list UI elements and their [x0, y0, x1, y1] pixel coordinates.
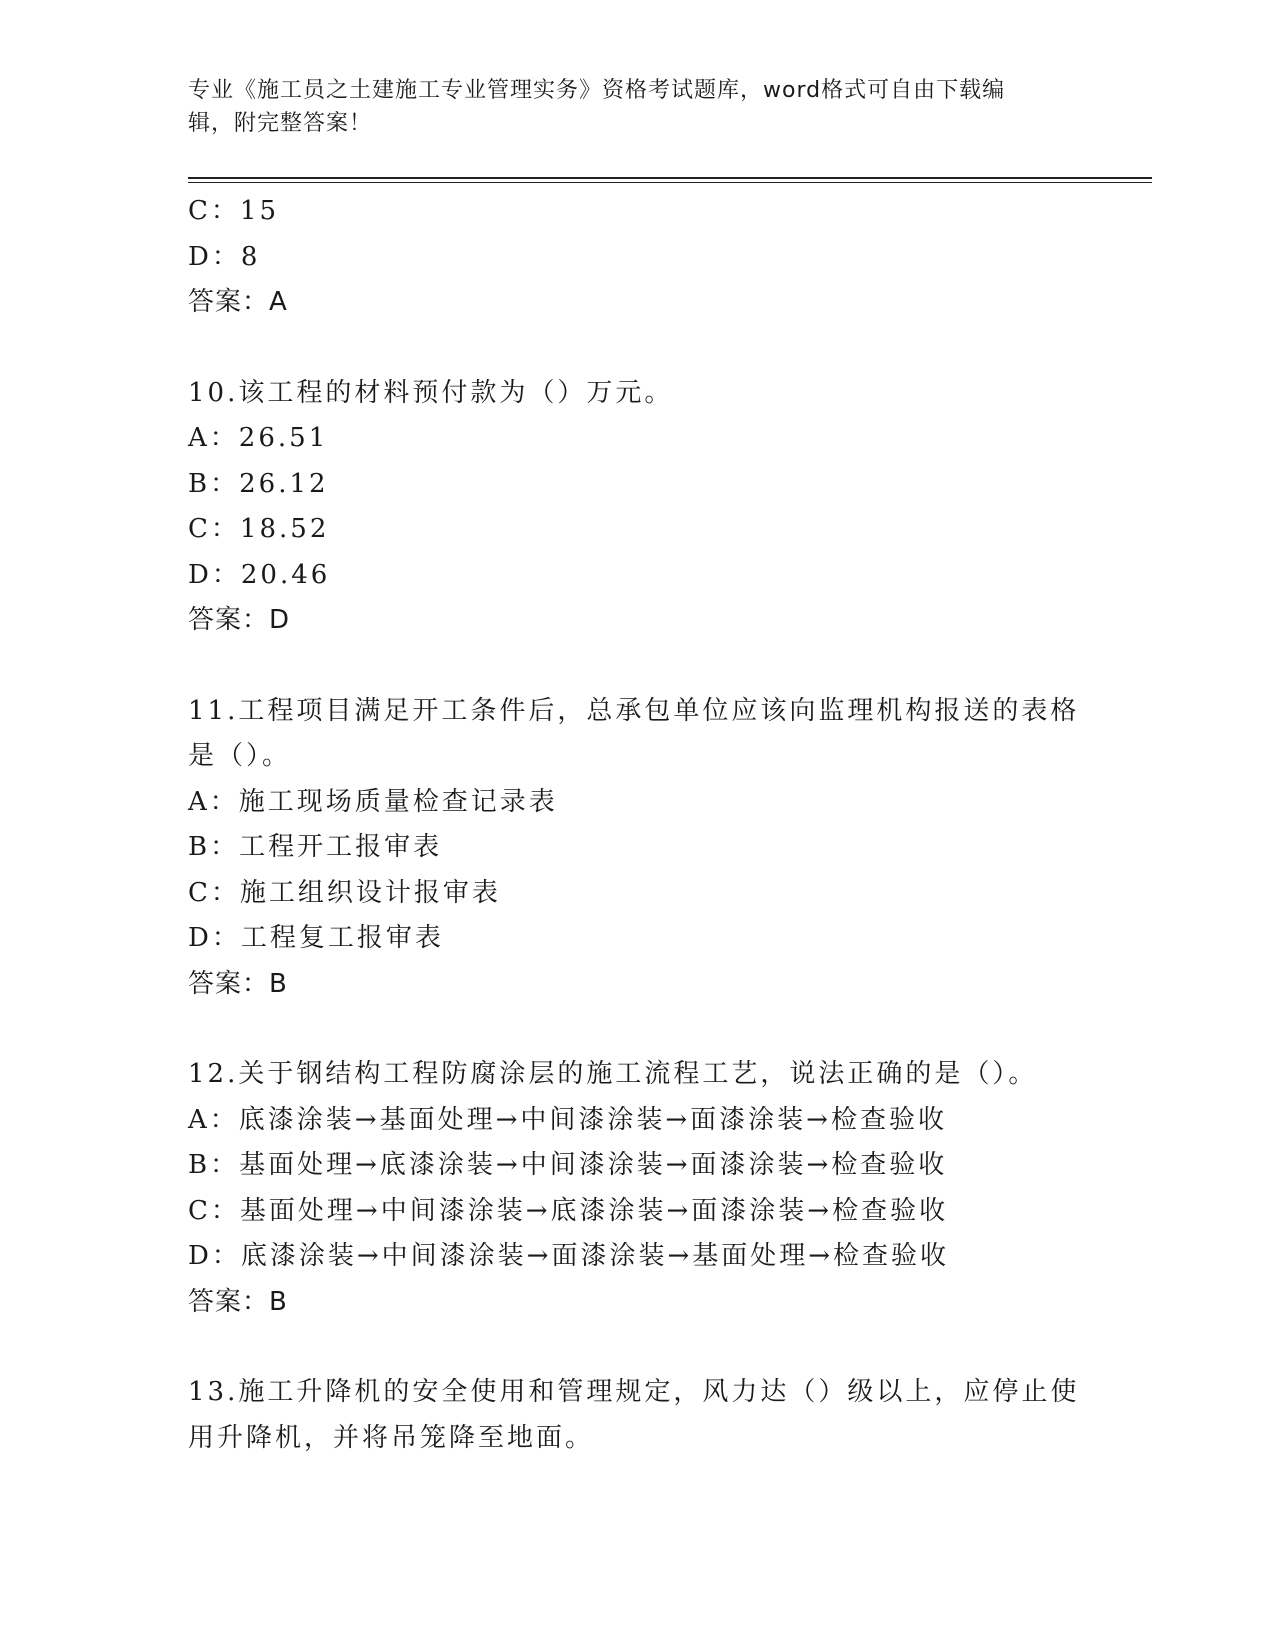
- option-a: A：26.51: [188, 423, 329, 453]
- question-stem: 13.施工升降机的安全使用和管理规定，风力达（）级以上，应停止使: [188, 1377, 1080, 1407]
- option-c: C：基面处理→中间漆涂装→底漆涂装→面漆涂装→检查验收: [188, 1195, 949, 1226]
- question-stem: 12.关于钢结构工程防腐涂层的施工流程工艺，说法正确的是（）。: [188, 1059, 1038, 1089]
- answer-line: 答案：A: [188, 287, 288, 317]
- option-d: D：20.46: [188, 559, 331, 590]
- question-13: [188, 1370, 1088, 1461]
- question-stem: 11.工程项目满足开工条件后，总承包单位应该向监理机构报送的表格: [188, 695, 1080, 726]
- question-stem-cont: 用升降机，并将吊笼降至地面。: [188, 1422, 595, 1453]
- question-10: [188, 371, 1088, 644]
- header-line-2: 辑，附完整答案！: [188, 111, 373, 136]
- question-12: [188, 1052, 1088, 1325]
- option-b: B：基面处理→底漆涂装→中间漆涂装→面漆涂装→检查验收: [188, 1150, 948, 1180]
- question-prev: [188, 189, 1088, 326]
- option-b: B：工程开工报审表: [188, 832, 443, 862]
- question-11: [188, 689, 1088, 1008]
- option-c: C：施工组织设计报审表: [188, 877, 501, 908]
- question-stem: 10.该工程的材料预付款为（）万元。: [188, 377, 674, 408]
- answer-line: 答案：B: [188, 968, 288, 999]
- question-stem-cont: 是（）。: [188, 741, 292, 771]
- option-c: C：18.52: [188, 514, 330, 544]
- document-body: [188, 189, 1088, 1461]
- header-divider-bottom: [188, 182, 1152, 183]
- option-d: D：工程复工报审表: [188, 923, 444, 953]
- header-divider-top: [188, 177, 1152, 179]
- option-d: D：底漆涂装→中间漆涂装→面漆涂装→基面处理→检查验收: [188, 1241, 950, 1271]
- option-d: D：8: [188, 241, 261, 272]
- option-c: C：15: [188, 196, 280, 226]
- answer-line: 答案：B: [188, 1286, 288, 1317]
- document-header: [188, 74, 1068, 140]
- option-b: B：26.12: [188, 468, 329, 499]
- option-a: A：施工现场质量检查记录表: [188, 786, 558, 817]
- header-line-1: 专业《施工员之土建施工专业管理实务》资格考试题库，word格式可自由下载编: [188, 78, 1006, 103]
- option-a: A：底漆涂装→基面处理→中间漆涂装→面漆涂装→检查验收: [188, 1104, 947, 1135]
- answer-line: 答案：D: [188, 605, 291, 635]
